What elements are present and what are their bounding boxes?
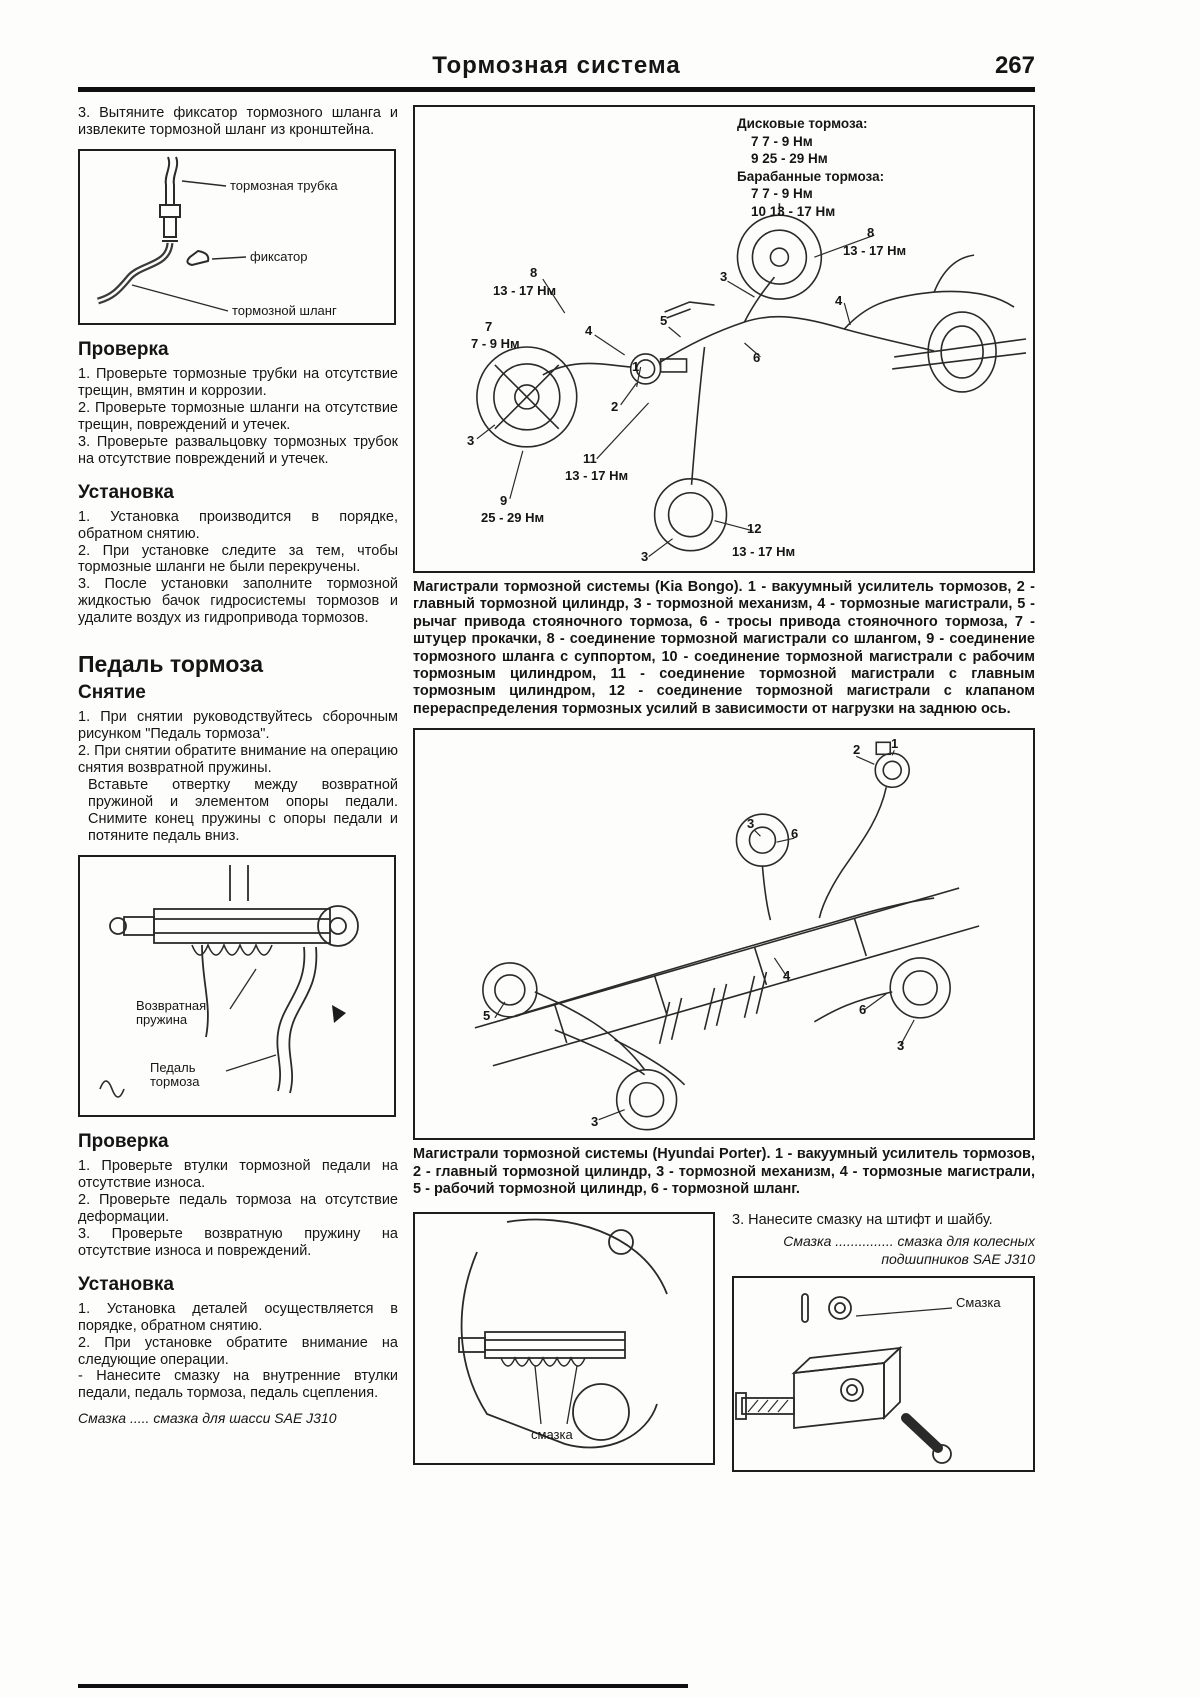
install1-item: 3. После установки заполните тормозной жидкостью бачок гидросистемы тормозов и удалите воздух из гидропривода тормозов. xyxy=(78,576,398,627)
callout: 3 xyxy=(747,816,755,832)
callout: 8 xyxy=(530,265,538,280)
hyundai-porter-drawing xyxy=(415,730,1033,1138)
callout: 7 - 9 Нм xyxy=(471,336,520,351)
callout: 13 - 17 Нм xyxy=(565,468,629,483)
heading-check-1: Проверка xyxy=(78,338,169,360)
torque-disc-line: 9 25 - 29 Нм xyxy=(751,151,828,167)
check1-item: 2. Проверьте тормозные шланги на отсутствие трещин, повреждений и утечек. xyxy=(78,399,398,433)
callout: 3 xyxy=(720,269,728,284)
figure-brake-hose xyxy=(78,149,396,325)
left-column xyxy=(78,105,398,1426)
right-column xyxy=(413,105,1035,1472)
install2-item: 2. При установке обратите внимание на следующие операции. xyxy=(78,1334,398,1368)
install2-item: 1. Установка деталей осуществляется в порядке, обратном снятию. xyxy=(78,1300,398,1334)
torque-disc-title: Дисковые тормоза: xyxy=(737,116,868,131)
callout: 6 xyxy=(791,826,799,842)
removal-sub-item: Вставьте отвертку между возвратной пружиной и элементом опоры педали. Снимите конец пружины с опоры педали и потяните педаль вниз. xyxy=(88,777,398,844)
label-grease-pedal: смазка xyxy=(531,1427,573,1443)
page-title: Тормозная система xyxy=(432,52,681,79)
label-brake-hose: тормозной шланг xyxy=(232,302,337,318)
check2-item: 2. Проверьте педаль тормоза на отсутствие деформации. xyxy=(78,1191,398,1225)
callout: 3 xyxy=(897,1038,905,1054)
callout: 9 xyxy=(500,493,508,508)
torque-spec-block xyxy=(737,115,884,220)
page-header xyxy=(78,52,1035,84)
torque-drum-line: 10 13 - 17 Нм xyxy=(751,203,836,219)
page-number: 267 xyxy=(994,52,1035,79)
callout: 5 xyxy=(483,1008,491,1024)
label-brake-tube: тормозная трубка xyxy=(230,177,338,193)
callout: 2 xyxy=(611,399,619,414)
label-brake-pedal: Педаль тормоза xyxy=(150,1059,200,1090)
callout: 1 xyxy=(632,359,640,374)
step-remove-hose: 3. Вытяните фиксатор тормозного шланга и извлеките тормозной шланг из кронштейна. xyxy=(78,105,398,138)
callout: 13 - 17 Нм xyxy=(493,283,557,298)
check2-item: 3. Проверьте возвратную пружину на отсутствие износа и повреждений. xyxy=(78,1225,398,1259)
pedal-assembly-drawing xyxy=(80,857,394,1115)
callout: 3 xyxy=(641,549,649,564)
caption-kia-bongo: Магистрали тормозной системы (Kia Bongo). 1 - вакуумный усилитель тормозов, 2 - главный тормозной цилиндр, 3 - тормозной механизм, 4 - тормозные магистрали, 5 - рычаг привода стояночного тормоза, 6 - тросы привода стояночного тормоза, 7 - штуцер прокачки, 8 - соединение тормозной магистрали со шлангом, 9 - соединение тормозного шланга с суппортом, 10 - соединение тормозной магистрали с рабочим тормозным цилиндром, 11 - соединение тормозной магистрали с главным тормозным цилиндром, 12 - соединение тормозной магистрали с клапаном перераспределения тормозных усилий в зависимости от нагрузки на заднюю ось. xyxy=(413,579,1035,717)
check1-item: 1. Проверьте тормозные трубки на отсутствие трещин, вмятин и коррозии. xyxy=(78,365,398,399)
chapter-title-brake-pedal: Педаль тормоза xyxy=(78,651,263,678)
bottom-right-block xyxy=(732,1212,1035,1472)
removal-item: 2. При снятии обратите внимание на операцию снятия возвратной пружины. xyxy=(78,743,398,777)
install1-item: 1. Установка производится в порядке, обратном снятию. xyxy=(78,508,398,542)
heading-install-2: Установка xyxy=(78,1273,174,1295)
bottom-row xyxy=(413,1212,1035,1472)
install2-item: - Нанесите смазку на внутренние втулки педали, педаль тормоза, педаль сцепления. xyxy=(78,1368,398,1402)
heading-install-1: Установка xyxy=(78,481,174,503)
callout: 5 xyxy=(660,313,668,328)
callout: 3 xyxy=(591,1114,599,1130)
callout: 3 xyxy=(467,433,475,448)
pedal-grease-drawing xyxy=(415,1214,713,1463)
callout: 7 xyxy=(485,319,493,334)
callout: 4 xyxy=(835,293,843,308)
label-return-spring: Возвратная пружина xyxy=(136,997,207,1028)
grease-note-chassis: Смазка ..... смазка для шасси SAE J310 xyxy=(78,1410,337,1427)
heading-check-2: Проверка xyxy=(78,1130,169,1152)
figure-kia-bongo-brake-lines xyxy=(413,105,1035,573)
step-grease-pin: 3. Нанесите смазку на штифт и шайбу. xyxy=(732,1212,993,1229)
callout: 13 - 17 Нм xyxy=(732,544,796,559)
grease-note-line: подшипников SAE J310 xyxy=(881,1250,1035,1267)
figure-hyundai-porter-brake-lines xyxy=(413,728,1035,1140)
header-rule xyxy=(78,87,1035,92)
callout: 4 xyxy=(585,323,593,338)
callout: 1 xyxy=(891,736,899,752)
grease-note-bearings xyxy=(732,1233,1035,1268)
callout: 6 xyxy=(859,1002,867,1018)
callout: 6 xyxy=(753,350,761,365)
figure-pedal-grease xyxy=(413,1212,715,1465)
callout: 12 xyxy=(747,521,762,536)
torque-drum-title: Барабанные тормоза: xyxy=(737,168,885,184)
callout: 2 xyxy=(853,742,861,758)
callout: 4 xyxy=(783,968,791,984)
install1-item: 2. При установке следите за тем, чтобы тормозные шланги не были перекручены. xyxy=(78,542,398,576)
callout: 8 xyxy=(867,225,875,240)
torque-drum-line: 7 7 - 9 Нм xyxy=(751,186,813,202)
label-grease-pin: Смазка xyxy=(956,1295,1001,1311)
figure-pedal-assembly xyxy=(78,855,396,1117)
heading-removal: Снятие xyxy=(78,682,146,704)
check1-item: 3. Проверьте развальцовку тормозных трубок на отсутствие повреждений и утечек. xyxy=(78,433,398,467)
caption-hyundai-porter: Магистрали тормозной системы (Hyundai Porter). 1 - вакуумный усилитель тормозов, 2 - главный тормозной цилиндр, 3 - тормозной механизм, 4 - тормозные магистрали, 5 - рабочий тормозной цилиндр, 6 - тормозной шланг. xyxy=(413,1146,1035,1197)
label-clip: фиксатор xyxy=(250,248,308,264)
torque-disc-line: 7 7 - 9 Нм xyxy=(751,133,813,149)
removal-item: 1. При снятии руководствуйтесь сборочным рисунком "Педаль тормоза". xyxy=(78,709,398,743)
figure-clevis-pin-grease xyxy=(732,1276,1035,1472)
check2-item: 1. Проверьте втулки тормозной педали на отсутствие износа. xyxy=(78,1157,398,1191)
grease-note-line: Смазка ............... смазка для колесных xyxy=(783,1233,1035,1250)
page-bottom-rule xyxy=(78,1684,688,1688)
callout: 11 xyxy=(583,451,597,466)
brake-hose-drawing xyxy=(80,151,394,323)
callout: 13 - 17 Нм xyxy=(843,243,907,258)
callout: 25 - 29 Нм xyxy=(481,510,545,525)
